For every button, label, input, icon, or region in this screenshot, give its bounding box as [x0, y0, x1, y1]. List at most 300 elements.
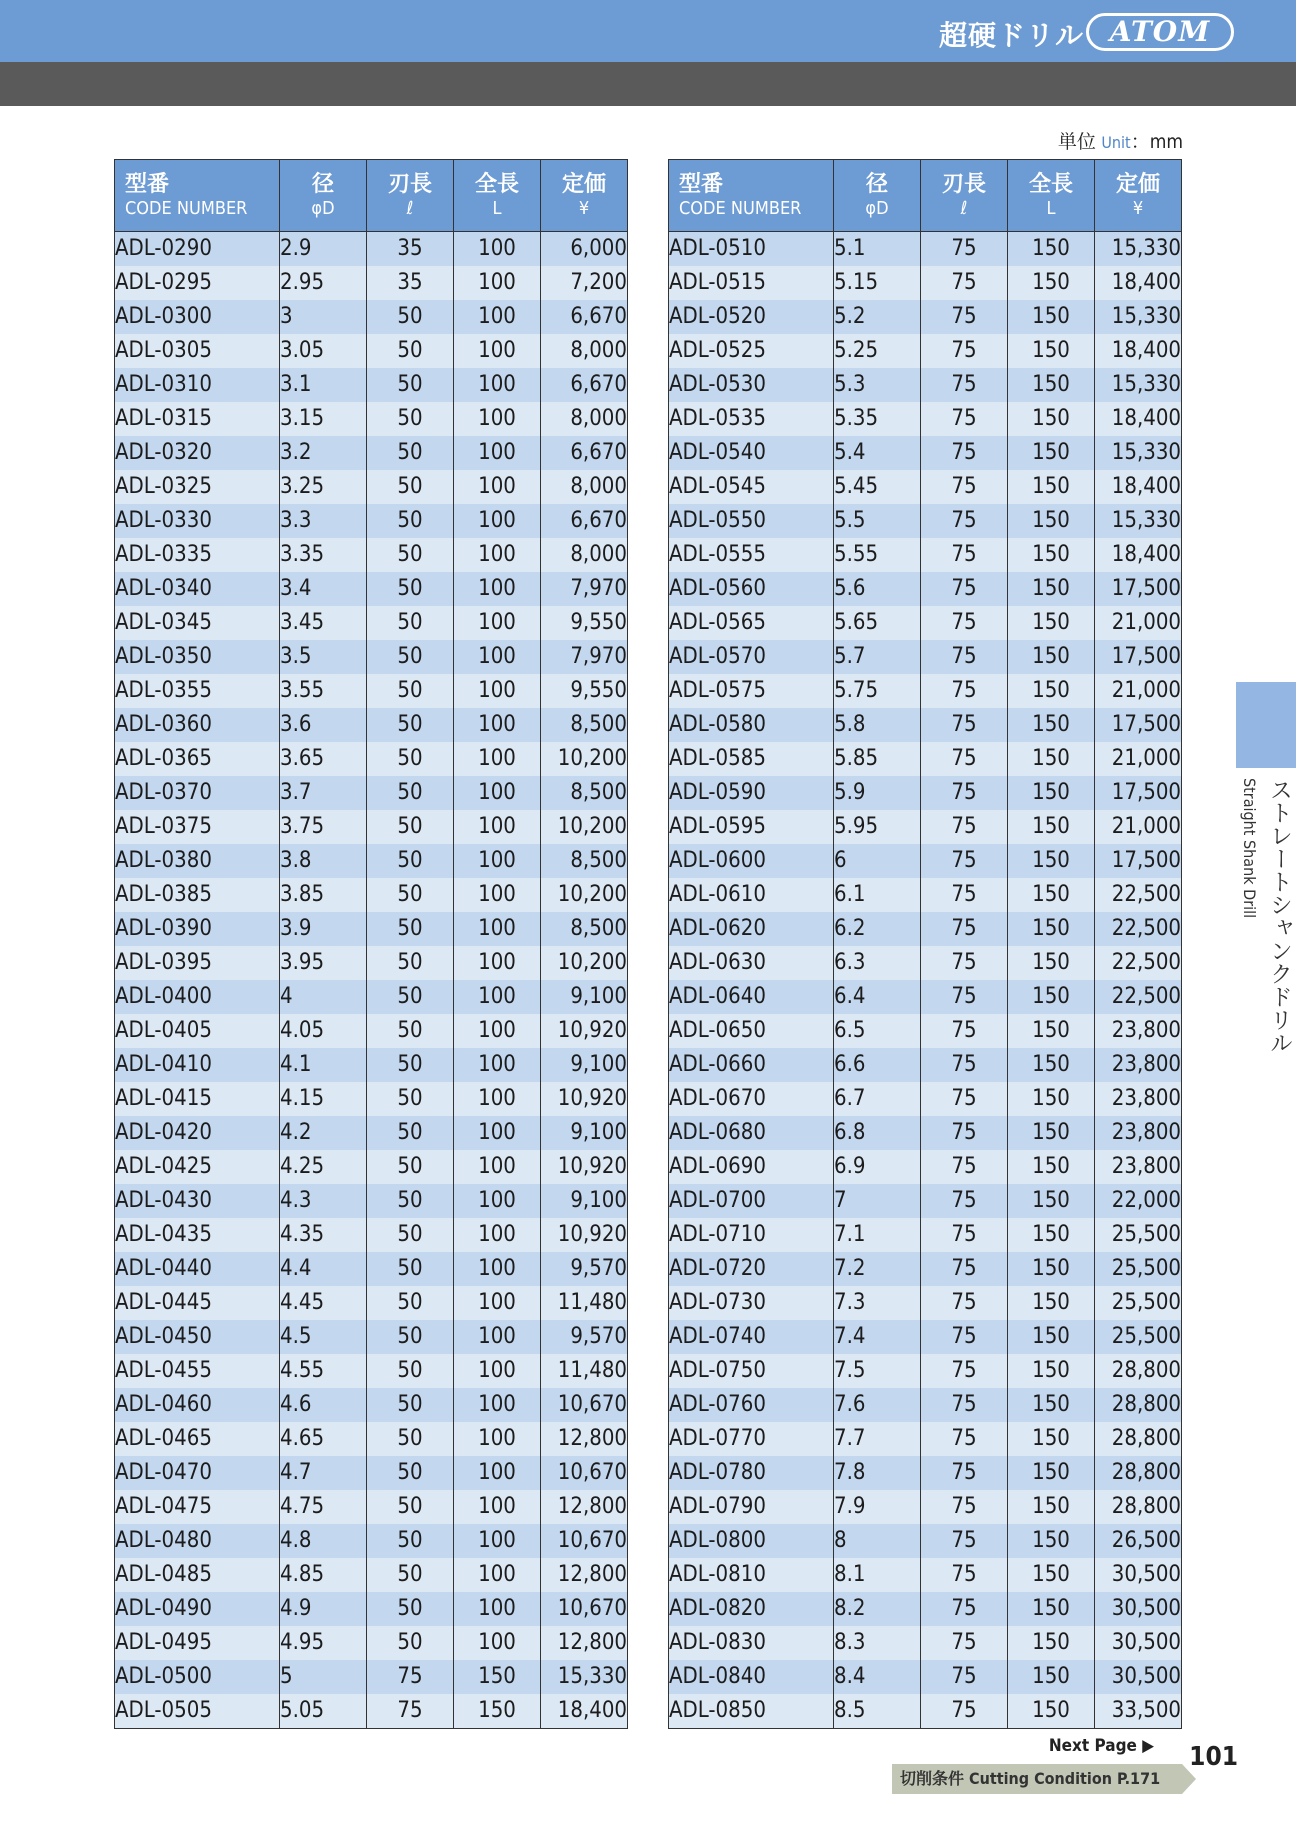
- cell-price: 12,800: [541, 1490, 628, 1524]
- cell-diameter: 5: [280, 1660, 367, 1694]
- table-row: [669, 1490, 1182, 1524]
- table-row: [115, 1660, 628, 1694]
- cell-code-number: ADL-0850: [669, 1694, 834, 1729]
- cell-diameter: 8.3: [834, 1626, 921, 1660]
- cell-overall-length: 150: [1008, 1082, 1095, 1116]
- spec-table-right: [668, 159, 1182, 1729]
- cell-flute-length: 75: [921, 640, 1008, 674]
- cell-price: 8,000: [541, 538, 628, 572]
- cell-overall-length: 150: [1008, 1320, 1095, 1354]
- cell-diameter: 2.9: [280, 232, 367, 267]
- cell-code-number: ADL-0445: [115, 1286, 280, 1320]
- cell-diameter: 3.65: [280, 742, 367, 776]
- table-row: [115, 1490, 628, 1524]
- cell-price: 23,800: [1095, 1116, 1182, 1150]
- cell-price: 6,670: [541, 504, 628, 538]
- table-row: [669, 1592, 1182, 1626]
- cell-code-number: ADL-0490: [115, 1592, 280, 1626]
- cell-flute-length: 50: [367, 1150, 454, 1184]
- cell-price: 30,500: [1095, 1660, 1182, 1694]
- cell-overall-length: 100: [454, 1014, 541, 1048]
- header-price: 定価 ¥: [1095, 160, 1182, 232]
- cell-diameter: 3.4: [280, 572, 367, 606]
- cell-price: 9,570: [541, 1320, 628, 1354]
- table-row: [115, 1286, 628, 1320]
- cell-code-number: ADL-0465: [115, 1422, 280, 1456]
- cell-flute-length: 50: [367, 1218, 454, 1252]
- cell-diameter: 4.1: [280, 1048, 367, 1082]
- header-overall-length: 全長 L: [1008, 160, 1095, 232]
- section-label: ストレートシャンクドリル Straight Shank Drill: [1240, 778, 1292, 1054]
- cell-price: 22,500: [1095, 878, 1182, 912]
- table-row: [115, 232, 628, 267]
- cell-overall-length: 100: [454, 640, 541, 674]
- table-row: [115, 1694, 628, 1729]
- table-row: [669, 674, 1182, 708]
- cell-price: 9,570: [541, 1252, 628, 1286]
- table-row: [669, 1048, 1182, 1082]
- cell-flute-length: 75: [921, 402, 1008, 436]
- table-row: [115, 334, 628, 368]
- cell-code-number: ADL-0770: [669, 1422, 834, 1456]
- cell-flute-length: 75: [921, 1014, 1008, 1048]
- cell-overall-length: 150: [1008, 1048, 1095, 1082]
- cell-code-number: ADL-0350: [115, 640, 280, 674]
- cell-price: 15,330: [1095, 368, 1182, 402]
- cell-diameter: 4.9: [280, 1592, 367, 1626]
- cell-price: 10,200: [541, 878, 628, 912]
- cell-price: 21,000: [1095, 742, 1182, 776]
- cell-flute-length: 75: [921, 742, 1008, 776]
- table-row: [669, 1150, 1182, 1184]
- cell-code-number: ADL-0500: [115, 1660, 280, 1694]
- cell-overall-length: 150: [1008, 1660, 1095, 1694]
- cell-diameter: 6.6: [834, 1048, 921, 1082]
- cell-code-number: ADL-0710: [669, 1218, 834, 1252]
- cell-overall-length: 100: [454, 1490, 541, 1524]
- cell-code-number: ADL-0700: [669, 1184, 834, 1218]
- cell-flute-length: 50: [367, 470, 454, 504]
- cell-price: 11,480: [541, 1354, 628, 1388]
- cell-overall-length: 150: [1008, 1388, 1095, 1422]
- cell-price: 8,500: [541, 776, 628, 810]
- unit-label: 単位 Unit：mm: [1057, 131, 1183, 153]
- cell-flute-length: 50: [367, 1184, 454, 1218]
- table-row: [669, 334, 1182, 368]
- cell-diameter: 3.1: [280, 368, 367, 402]
- cell-code-number: ADL-0400: [115, 980, 280, 1014]
- cell-code-number: ADL-0355: [115, 674, 280, 708]
- table-row: [115, 1218, 628, 1252]
- cell-price: 22,500: [1095, 912, 1182, 946]
- table-row: [115, 470, 628, 504]
- cell-price: 30,500: [1095, 1626, 1182, 1660]
- cell-diameter: 5.15: [834, 266, 921, 300]
- table-row: [669, 1354, 1182, 1388]
- cell-price: 17,500: [1095, 640, 1182, 674]
- cell-overall-length: 100: [454, 1558, 541, 1592]
- cell-diameter: 3.95: [280, 946, 367, 980]
- cell-code-number: ADL-0485: [115, 1558, 280, 1592]
- cell-diameter: 5.65: [834, 606, 921, 640]
- cell-overall-length: 150: [1008, 776, 1095, 810]
- cell-flute-length: 75: [921, 1592, 1008, 1626]
- cell-code-number: ADL-0505: [115, 1694, 280, 1729]
- cell-price: 18,400: [1095, 334, 1182, 368]
- cell-code-number: ADL-0365: [115, 742, 280, 776]
- cell-overall-length: 100: [454, 334, 541, 368]
- table-row: [669, 946, 1182, 980]
- cell-code-number: ADL-0610: [669, 878, 834, 912]
- cell-price: 7,200: [541, 266, 628, 300]
- cell-diameter: 4.2: [280, 1116, 367, 1150]
- cell-flute-length: 50: [367, 1592, 454, 1626]
- cell-price: 10,670: [541, 1456, 628, 1490]
- table-row: [669, 1422, 1182, 1456]
- cell-code-number: ADL-0820: [669, 1592, 834, 1626]
- cell-diameter: 8.1: [834, 1558, 921, 1592]
- table-row: [669, 878, 1182, 912]
- table-row: [669, 1660, 1182, 1694]
- cell-price: 10,670: [541, 1592, 628, 1626]
- cell-flute-length: 75: [921, 980, 1008, 1014]
- cutting-condition-arrow-icon: [1182, 1764, 1196, 1794]
- table-row: [115, 538, 628, 572]
- cell-diameter: 5.1: [834, 232, 921, 267]
- cell-overall-length: 150: [1008, 1014, 1095, 1048]
- cell-diameter: 8.4: [834, 1660, 921, 1694]
- cell-diameter: 4.45: [280, 1286, 367, 1320]
- cell-flute-length: 75: [921, 1524, 1008, 1558]
- cell-flute-length: 75: [921, 1626, 1008, 1660]
- cell-price: 28,800: [1095, 1388, 1182, 1422]
- cell-code-number: ADL-0550: [669, 504, 834, 538]
- cell-price: 18,400: [541, 1694, 628, 1729]
- cell-diameter: 5.8: [834, 708, 921, 742]
- cell-code-number: ADL-0570: [669, 640, 834, 674]
- cell-code-number: ADL-0565: [669, 606, 834, 640]
- cell-price: 22,500: [1095, 980, 1182, 1014]
- cell-code-number: ADL-0525: [669, 334, 834, 368]
- table-row: [669, 742, 1182, 776]
- cell-overall-length: 150: [1008, 504, 1095, 538]
- cell-code-number: ADL-0495: [115, 1626, 280, 1660]
- cell-code-number: ADL-0310: [115, 368, 280, 402]
- cell-price: 8,500: [541, 912, 628, 946]
- cell-diameter: 4.4: [280, 1252, 367, 1286]
- cell-flute-length: 75: [921, 1388, 1008, 1422]
- cell-flute-length: 50: [367, 912, 454, 946]
- cell-code-number: ADL-0385: [115, 878, 280, 912]
- cell-overall-length: 100: [454, 1354, 541, 1388]
- cell-diameter: 5.5: [834, 504, 921, 538]
- cell-code-number: ADL-0305: [115, 334, 280, 368]
- table-row: [115, 1626, 628, 1660]
- cell-diameter: 3.8: [280, 844, 367, 878]
- table-row: [669, 538, 1182, 572]
- cell-flute-length: 50: [367, 1082, 454, 1116]
- cell-price: 21,000: [1095, 606, 1182, 640]
- cell-diameter: 8: [834, 1524, 921, 1558]
- cell-flute-length: 50: [367, 708, 454, 742]
- cell-code-number: ADL-0640: [669, 980, 834, 1014]
- cell-price: 17,500: [1095, 776, 1182, 810]
- cell-overall-length: 100: [454, 1218, 541, 1252]
- cell-flute-length: 75: [921, 572, 1008, 606]
- cell-overall-length: 150: [1008, 1694, 1095, 1729]
- table-row: [669, 1184, 1182, 1218]
- cell-diameter: 3.45: [280, 606, 367, 640]
- cell-overall-length: 100: [454, 980, 541, 1014]
- cell-diameter: 6.9: [834, 1150, 921, 1184]
- cutting-condition-link[interactable]: 切削条件 Cutting Condition P.171: [892, 1764, 1182, 1794]
- cell-flute-length: 35: [367, 266, 454, 300]
- next-page-link[interactable]: Next Page ▶: [1048, 1736, 1154, 1756]
- cell-diameter: 6.2: [834, 912, 921, 946]
- cell-price: 8,500: [541, 844, 628, 878]
- table-row: [115, 368, 628, 402]
- cell-diameter: 6.4: [834, 980, 921, 1014]
- cell-price: 10,670: [541, 1388, 628, 1422]
- table-row: [669, 844, 1182, 878]
- cell-code-number: ADL-0790: [669, 1490, 834, 1524]
- cell-code-number: ADL-0340: [115, 572, 280, 606]
- cell-flute-length: 75: [921, 1558, 1008, 1592]
- cell-flute-length: 75: [921, 1252, 1008, 1286]
- cell-flute-length: 75: [921, 708, 1008, 742]
- cell-flute-length: 75: [921, 300, 1008, 334]
- cell-overall-length: 150: [1008, 572, 1095, 606]
- cell-flute-length: 35: [367, 232, 454, 267]
- cell-overall-length: 100: [454, 946, 541, 980]
- cell-diameter: 5.9: [834, 776, 921, 810]
- cell-diameter: 7.2: [834, 1252, 921, 1286]
- cell-flute-length: 50: [367, 810, 454, 844]
- cell-diameter: 6.1: [834, 878, 921, 912]
- table-row: [115, 572, 628, 606]
- cell-diameter: 7.8: [834, 1456, 921, 1490]
- table-row: [669, 1116, 1182, 1150]
- cell-diameter: 5.25: [834, 334, 921, 368]
- cell-flute-length: 50: [367, 1626, 454, 1660]
- cell-overall-length: 150: [1008, 946, 1095, 980]
- cell-flute-length: 50: [367, 538, 454, 572]
- cell-code-number: ADL-0300: [115, 300, 280, 334]
- cell-price: 10,200: [541, 946, 628, 980]
- cell-diameter: 3.75: [280, 810, 367, 844]
- cell-diameter: 3.55: [280, 674, 367, 708]
- table-row: [669, 436, 1182, 470]
- cell-price: 15,330: [1095, 300, 1182, 334]
- cell-diameter: 5.7: [834, 640, 921, 674]
- cell-overall-length: 150: [1008, 402, 1095, 436]
- cell-flute-length: 50: [367, 1422, 454, 1456]
- cell-flute-length: 75: [921, 946, 1008, 980]
- cell-flute-length: 75: [921, 844, 1008, 878]
- cell-price: 9,100: [541, 1048, 628, 1082]
- table-row: [669, 708, 1182, 742]
- cell-code-number: ADL-0740: [669, 1320, 834, 1354]
- cell-overall-length: 150: [1008, 1116, 1095, 1150]
- cell-price: 12,800: [541, 1558, 628, 1592]
- cell-overall-length: 100: [454, 1082, 541, 1116]
- cell-price: 6,670: [541, 436, 628, 470]
- cell-code-number: ADL-0330: [115, 504, 280, 538]
- cell-price: 18,400: [1095, 402, 1182, 436]
- cell-overall-length: 150: [1008, 912, 1095, 946]
- cell-code-number: ADL-0450: [115, 1320, 280, 1354]
- cell-code-number: ADL-0830: [669, 1626, 834, 1660]
- cell-overall-length: 150: [1008, 1490, 1095, 1524]
- table-row: [115, 1082, 628, 1116]
- table-row: [669, 640, 1182, 674]
- header-code-number: 型番 CODE NUMBER: [669, 160, 834, 232]
- table-row: [115, 436, 628, 470]
- cell-overall-length: 100: [454, 402, 541, 436]
- cell-overall-length: 150: [1008, 1558, 1095, 1592]
- cell-price: 7,970: [541, 572, 628, 606]
- cell-flute-length: 75: [367, 1694, 454, 1729]
- cell-overall-length: 150: [1008, 1286, 1095, 1320]
- table-row: [115, 878, 628, 912]
- header-diameter: 径 φD: [280, 160, 367, 232]
- cell-price: 23,800: [1095, 1048, 1182, 1082]
- cell-diameter: 5.95: [834, 810, 921, 844]
- cell-flute-length: 75: [921, 1694, 1008, 1729]
- cell-flute-length: 50: [367, 1456, 454, 1490]
- cell-code-number: ADL-0345: [115, 606, 280, 640]
- cell-flute-length: 50: [367, 1354, 454, 1388]
- cell-code-number: ADL-0555: [669, 538, 834, 572]
- cell-flute-length: 50: [367, 980, 454, 1014]
- cell-diameter: 4.3: [280, 1184, 367, 1218]
- cell-flute-length: 50: [367, 1286, 454, 1320]
- cell-diameter: 4.7: [280, 1456, 367, 1490]
- cell-code-number: ADL-0435: [115, 1218, 280, 1252]
- table-row: [115, 402, 628, 436]
- cell-diameter: 6.5: [834, 1014, 921, 1048]
- cell-flute-length: 50: [367, 844, 454, 878]
- cell-overall-length: 100: [454, 606, 541, 640]
- cell-code-number: ADL-0295: [115, 266, 280, 300]
- cell-code-number: ADL-0590: [669, 776, 834, 810]
- cell-diameter: 5.05: [280, 1694, 367, 1729]
- cell-flute-length: 50: [367, 334, 454, 368]
- cell-price: 30,500: [1095, 1558, 1182, 1592]
- cell-flute-length: 75: [921, 1150, 1008, 1184]
- catalog-title: 超硬ドリル: [938, 19, 1084, 52]
- cell-code-number: ADL-0560: [669, 572, 834, 606]
- cell-code-number: ADL-0520: [669, 300, 834, 334]
- table-row: [115, 1184, 628, 1218]
- cell-diameter: 3.6: [280, 708, 367, 742]
- cell-price: 22,000: [1095, 1184, 1182, 1218]
- cell-price: 33,500: [1095, 1694, 1182, 1729]
- cell-flute-length: 75: [921, 1456, 1008, 1490]
- cell-overall-length: 100: [454, 538, 541, 572]
- cell-overall-length: 150: [1008, 708, 1095, 742]
- cell-diameter: 5.45: [834, 470, 921, 504]
- cell-overall-length: 150: [1008, 1252, 1095, 1286]
- table-row: [669, 470, 1182, 504]
- table-row: [669, 810, 1182, 844]
- cell-flute-length: 50: [367, 1524, 454, 1558]
- cell-overall-length: 150: [1008, 878, 1095, 912]
- cell-overall-length: 150: [454, 1660, 541, 1694]
- cell-diameter: 8.5: [834, 1694, 921, 1729]
- cell-diameter: 6.7: [834, 1082, 921, 1116]
- cell-diameter: 3.15: [280, 402, 367, 436]
- cell-overall-length: 100: [454, 232, 541, 267]
- cell-code-number: ADL-0690: [669, 1150, 834, 1184]
- cell-price: 18,400: [1095, 470, 1182, 504]
- cell-code-number: ADL-0730: [669, 1286, 834, 1320]
- cell-code-number: ADL-0750: [669, 1354, 834, 1388]
- cell-code-number: ADL-0390: [115, 912, 280, 946]
- cell-diameter: 7.3: [834, 1286, 921, 1320]
- table-row: [115, 606, 628, 640]
- cell-diameter: 3: [280, 300, 367, 334]
- cell-code-number: ADL-0535: [669, 402, 834, 436]
- dark-band: [0, 62, 1296, 106]
- cell-overall-length: 100: [454, 1388, 541, 1422]
- page-number: 101: [1189, 1742, 1238, 1772]
- cell-flute-length: 50: [367, 1252, 454, 1286]
- table-row: [115, 980, 628, 1014]
- cell-diameter: 4.95: [280, 1626, 367, 1660]
- cell-price: 15,330: [1095, 436, 1182, 470]
- cell-price: 9,100: [541, 1184, 628, 1218]
- cell-code-number: ADL-0510: [669, 232, 834, 267]
- cell-diameter: 7.9: [834, 1490, 921, 1524]
- cell-flute-length: 50: [367, 504, 454, 538]
- cell-diameter: 4.25: [280, 1150, 367, 1184]
- cell-code-number: ADL-0470: [115, 1456, 280, 1490]
- cell-flute-length: 50: [367, 300, 454, 334]
- cell-code-number: ADL-0595: [669, 810, 834, 844]
- cell-overall-length: 150: [1008, 674, 1095, 708]
- cell-diameter: 3.35: [280, 538, 367, 572]
- cell-price: 17,500: [1095, 572, 1182, 606]
- cell-price: 6,670: [541, 300, 628, 334]
- cell-price: 10,920: [541, 1218, 628, 1252]
- section-tab[interactable]: [1236, 682, 1296, 768]
- cell-flute-length: 75: [921, 1048, 1008, 1082]
- cell-flute-length: 75: [921, 266, 1008, 300]
- cell-price: 7,970: [541, 640, 628, 674]
- cell-flute-length: 50: [367, 640, 454, 674]
- table-row: [115, 674, 628, 708]
- cell-diameter: 3.7: [280, 776, 367, 810]
- cell-flute-length: 75: [921, 878, 1008, 912]
- table-row: [115, 844, 628, 878]
- cell-price: 10,920: [541, 1082, 628, 1116]
- cell-flute-length: 75: [921, 538, 1008, 572]
- cell-code-number: ADL-0800: [669, 1524, 834, 1558]
- cell-flute-length: 75: [367, 1660, 454, 1694]
- cell-diameter: 2.95: [280, 266, 367, 300]
- cell-diameter: 4.55: [280, 1354, 367, 1388]
- cell-overall-length: 150: [1008, 640, 1095, 674]
- cell-overall-length: 150: [1008, 1354, 1095, 1388]
- cell-overall-length: 100: [454, 1422, 541, 1456]
- cell-overall-length: 100: [454, 1150, 541, 1184]
- cell-flute-length: 75: [921, 334, 1008, 368]
- cell-overall-length: 100: [454, 1592, 541, 1626]
- cell-overall-length: 150: [1008, 436, 1095, 470]
- cell-overall-length: 100: [454, 266, 541, 300]
- table-row: [669, 1694, 1182, 1729]
